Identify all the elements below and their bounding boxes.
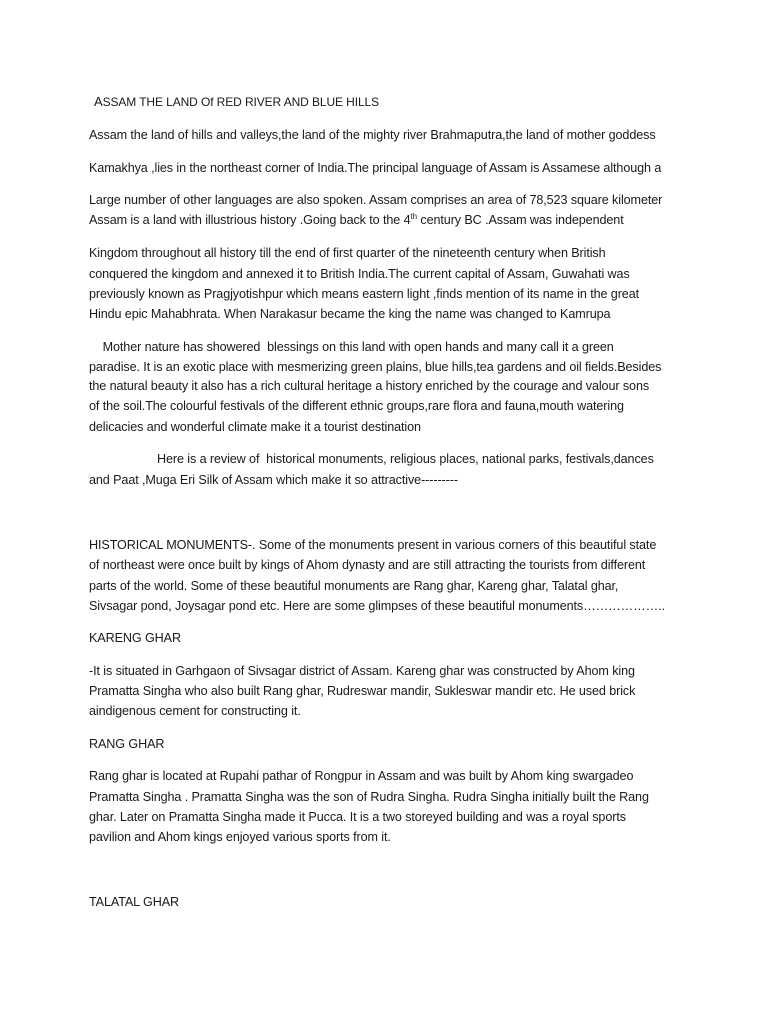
- monuments-line-1: HISTORICAL MONUMENTS-. Some of the monuments present in various corners of this beautiful state: [89, 538, 657, 552]
- rang-line-4: pavilion and Ahom kings enjoyed various sports from it.: [89, 830, 391, 844]
- kareng-line-3: aindigenous cement for constructing it.: [89, 704, 301, 718]
- monuments-line-4: Sivsagar pond, Joysagar pond etc. Here are some glimpses of these beautiful monuments………………..: [89, 599, 665, 613]
- kareng-line-2: Pramatta Singha who also built Rang ghar, Rudreswar mandir, Sukleswar mandir etc. He used brick: [89, 684, 636, 698]
- nature-line-3: the natural beauty it also has a rich cultural heritage a history enriched by the courage and valour sons: [89, 379, 650, 393]
- nature-line-2: paradise. It is an exotic place with mesmerizing green plains, blue hills,tea gardens and oil fields.Besides: [89, 360, 662, 374]
- kareng-line-1: -It is situated in Garhgaon of Sivsagar district of Assam. Kareng ghar was constructed by Ahom king: [89, 664, 635, 678]
- rang-line-3: ghar. Later on Pramatta Singha made it Pucca. It is a two storeyed building and was a royal sports: [89, 810, 626, 824]
- kareng-ghar-heading: KARENG GHAR: [89, 631, 181, 645]
- history-superscript: th: [410, 212, 417, 221]
- title-initial: A: [94, 94, 103, 109]
- history-text-start: Assam is a land with illustrious history .Going back to the 4: [89, 213, 411, 227]
- history-line: [89, 212, 624, 228]
- kingdom-line-1: Kingdom throughout all history till the end of first quarter of the nineteenth century when British: [89, 246, 606, 260]
- monuments-line-2: of northeast were once built by kings of Ahom dynasty and are still attracting the tourists from different: [89, 558, 646, 572]
- document-title: [94, 94, 379, 110]
- review-line-2: and Paat ,Muga Eri Silk of Assam which make it so attractive---------: [89, 473, 458, 487]
- title-text: SSAM THE LAND Of RED RIVER AND BLUE HILLS: [102, 95, 380, 109]
- talatal-ghar-heading: TALATAL GHAR: [89, 895, 180, 909]
- intro-line-1: Assam the land of hills and valleys,the land of the mighty river Brahmaputra,the land of mother goddess: [89, 128, 656, 142]
- nature-line-4: of the soil.The colourful festivals of the different ethnic groups,rare flora and fauna,mouth watering: [89, 399, 624, 413]
- intro-line-2: Kamakhya ,lies in the northeast corner of India.The principal language of Assam is Assamese although a: [89, 161, 662, 175]
- nature-line-1: Mother nature has showered blessings on this land with open hands and many call it a green: [89, 340, 614, 354]
- rang-ghar-heading: RANG GHAR: [89, 737, 165, 751]
- rang-line-2: Pramatta Singha . Pramatta Singha was the son of Rudra Singha. Rudra Singha initially built the Rang: [89, 790, 649, 804]
- kingdom-line-4: Hindu epic Mahabhrata. When Narakasur became the king the name was changed to Kamrupa: [89, 307, 611, 321]
- kingdom-line-3: previously known as Pragjyotishpur which means eastern light ,finds mention of its name in the great: [89, 287, 640, 301]
- rang-line-1: Rang ghar is located at Rupahi pathar of Rongpur in Assam and was built by Ahom king swargadeo: [89, 769, 634, 783]
- intro-line-3: Large number of other languages are also spoken. Assam comprises an area of 78,523 square kilometer: [89, 193, 663, 207]
- history-text-end: century BC .Assam was independent: [416, 213, 624, 227]
- monuments-line-3: parts of the world. Some of these beautiful monuments are Rang ghar, Kareng ghar, Talatal ghar,: [89, 579, 619, 593]
- nature-line-5: delicacies and wonderful climate make it a tourist destination: [89, 420, 421, 434]
- kingdom-line-2: conquered the kingdom and annexed it to British India.The current capital of Assam, Guwahati was: [89, 267, 630, 281]
- review-line-1: Here is a review of historical monuments, religious places, national parks, festivals,dances: [89, 452, 654, 466]
